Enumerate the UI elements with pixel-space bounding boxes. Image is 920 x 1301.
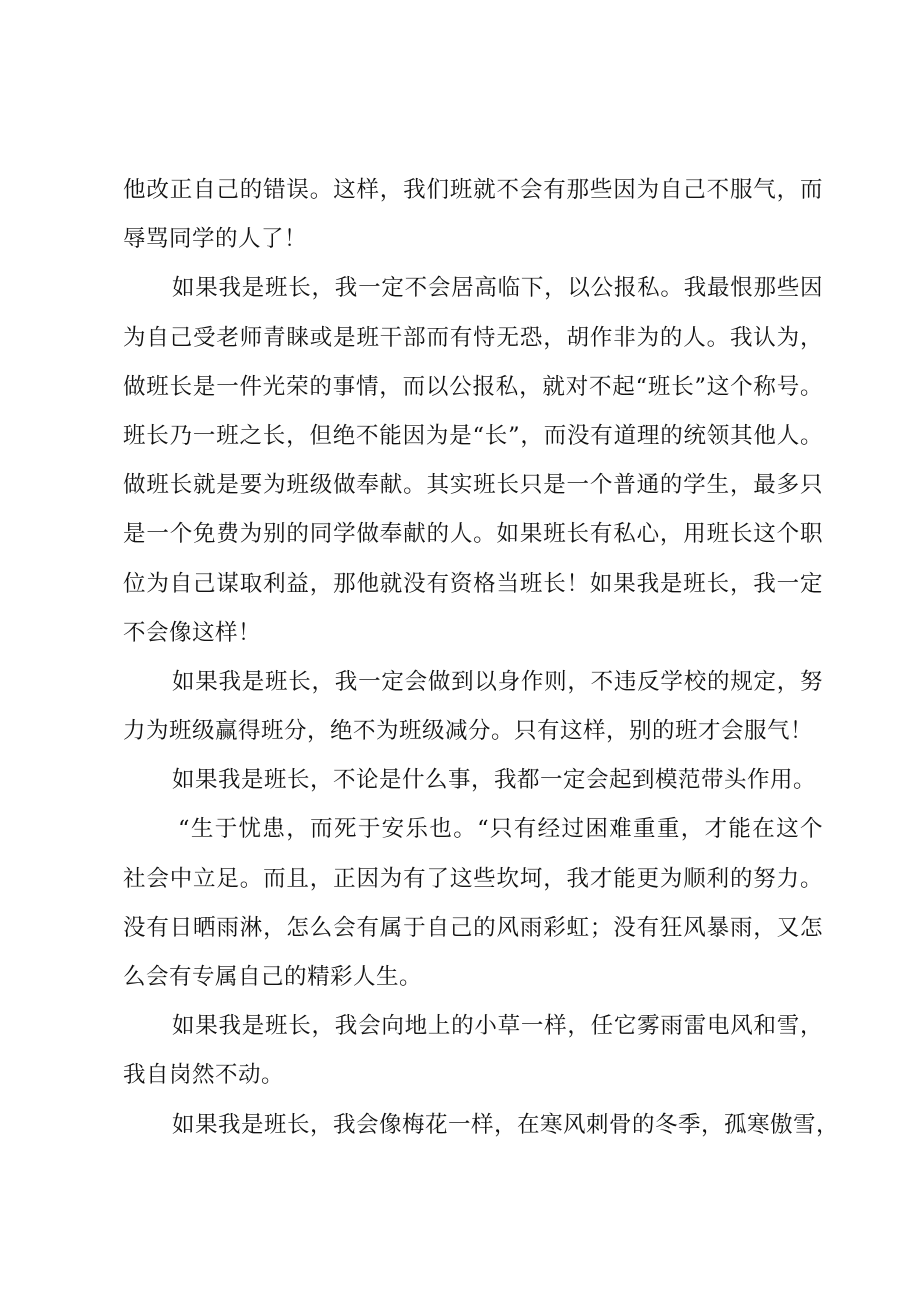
text-line: 不会像这样！ — [123, 619, 262, 646]
text-line: 做班长就是要为班级做奉献。其实班长只是一个普通的学生，最多只 — [123, 472, 823, 499]
text-line: 没有日晒雨淋，怎么会有属于自己的风雨彩虹；没有狂风暴雨，又怎 — [123, 914, 823, 941]
essay-body — [123, 166, 840, 1150]
text-line: 我自岗然不动。 — [123, 1062, 285, 1089]
paragraph-start-line: “生于忧患，而死于安乐也。“只有经过困难重重，才能在这个 — [178, 816, 823, 843]
text-line: 是一个免费为别的同学做奉献的人。如果班长有私心，用班长这个职 — [123, 521, 823, 548]
text-line: 么会有专属自己的精彩人生。 — [123, 964, 423, 990]
text-line: 辱骂同学的人了！ — [123, 226, 308, 253]
paragraph-start-line: 如果我是班长，我一定不会居高临下，以公报私。我最恨那些因 — [172, 275, 823, 302]
text-line: 班长乃一班之长，但绝不能因为是“长”，而没有道理的统领其他人。 — [123, 422, 823, 449]
text-line: 位为自己谋取利益，那他就没有资格当班长！如果我是班长，我一定 — [123, 570, 823, 597]
text-line: 力为班级赢得班分，绝不为班级减分。只有这样，别的班才会服气！ — [123, 718, 814, 745]
paragraph-start-line: 如果我是班长，不论是什么事，我都一定会起到模范带头作用。 — [172, 767, 817, 794]
paragraph-start-line: 如果我是班长，我会像梅花一样，在寒风刺骨的冬季，孤寒傲雪， — [172, 1111, 840, 1138]
text-line: 社会中立足。而且，正因为有了这些坎坷，我才能更为顺利的努力。 — [123, 865, 823, 892]
text-line: 为自己受老师青睐或是班干部而有恃无恐，胡作非为的人。我认为， — [123, 324, 823, 351]
paragraph-start-line: 如果我是班长，我会向地上的小草一样，任它雾雨雷电风和雪， — [172, 1013, 823, 1040]
text-line: 做班长是一件光荣的事情，而以公报私，就对不起“班长”这个称号。 — [123, 373, 823, 400]
text-line: 他改正自己的错误。这样，我们班就不会有那些因为自己不服气，而 — [123, 177, 823, 203]
paragraph-start-line: 如果我是班长，我一定会做到以身作则，不违反学校的规定，努 — [172, 668, 823, 695]
